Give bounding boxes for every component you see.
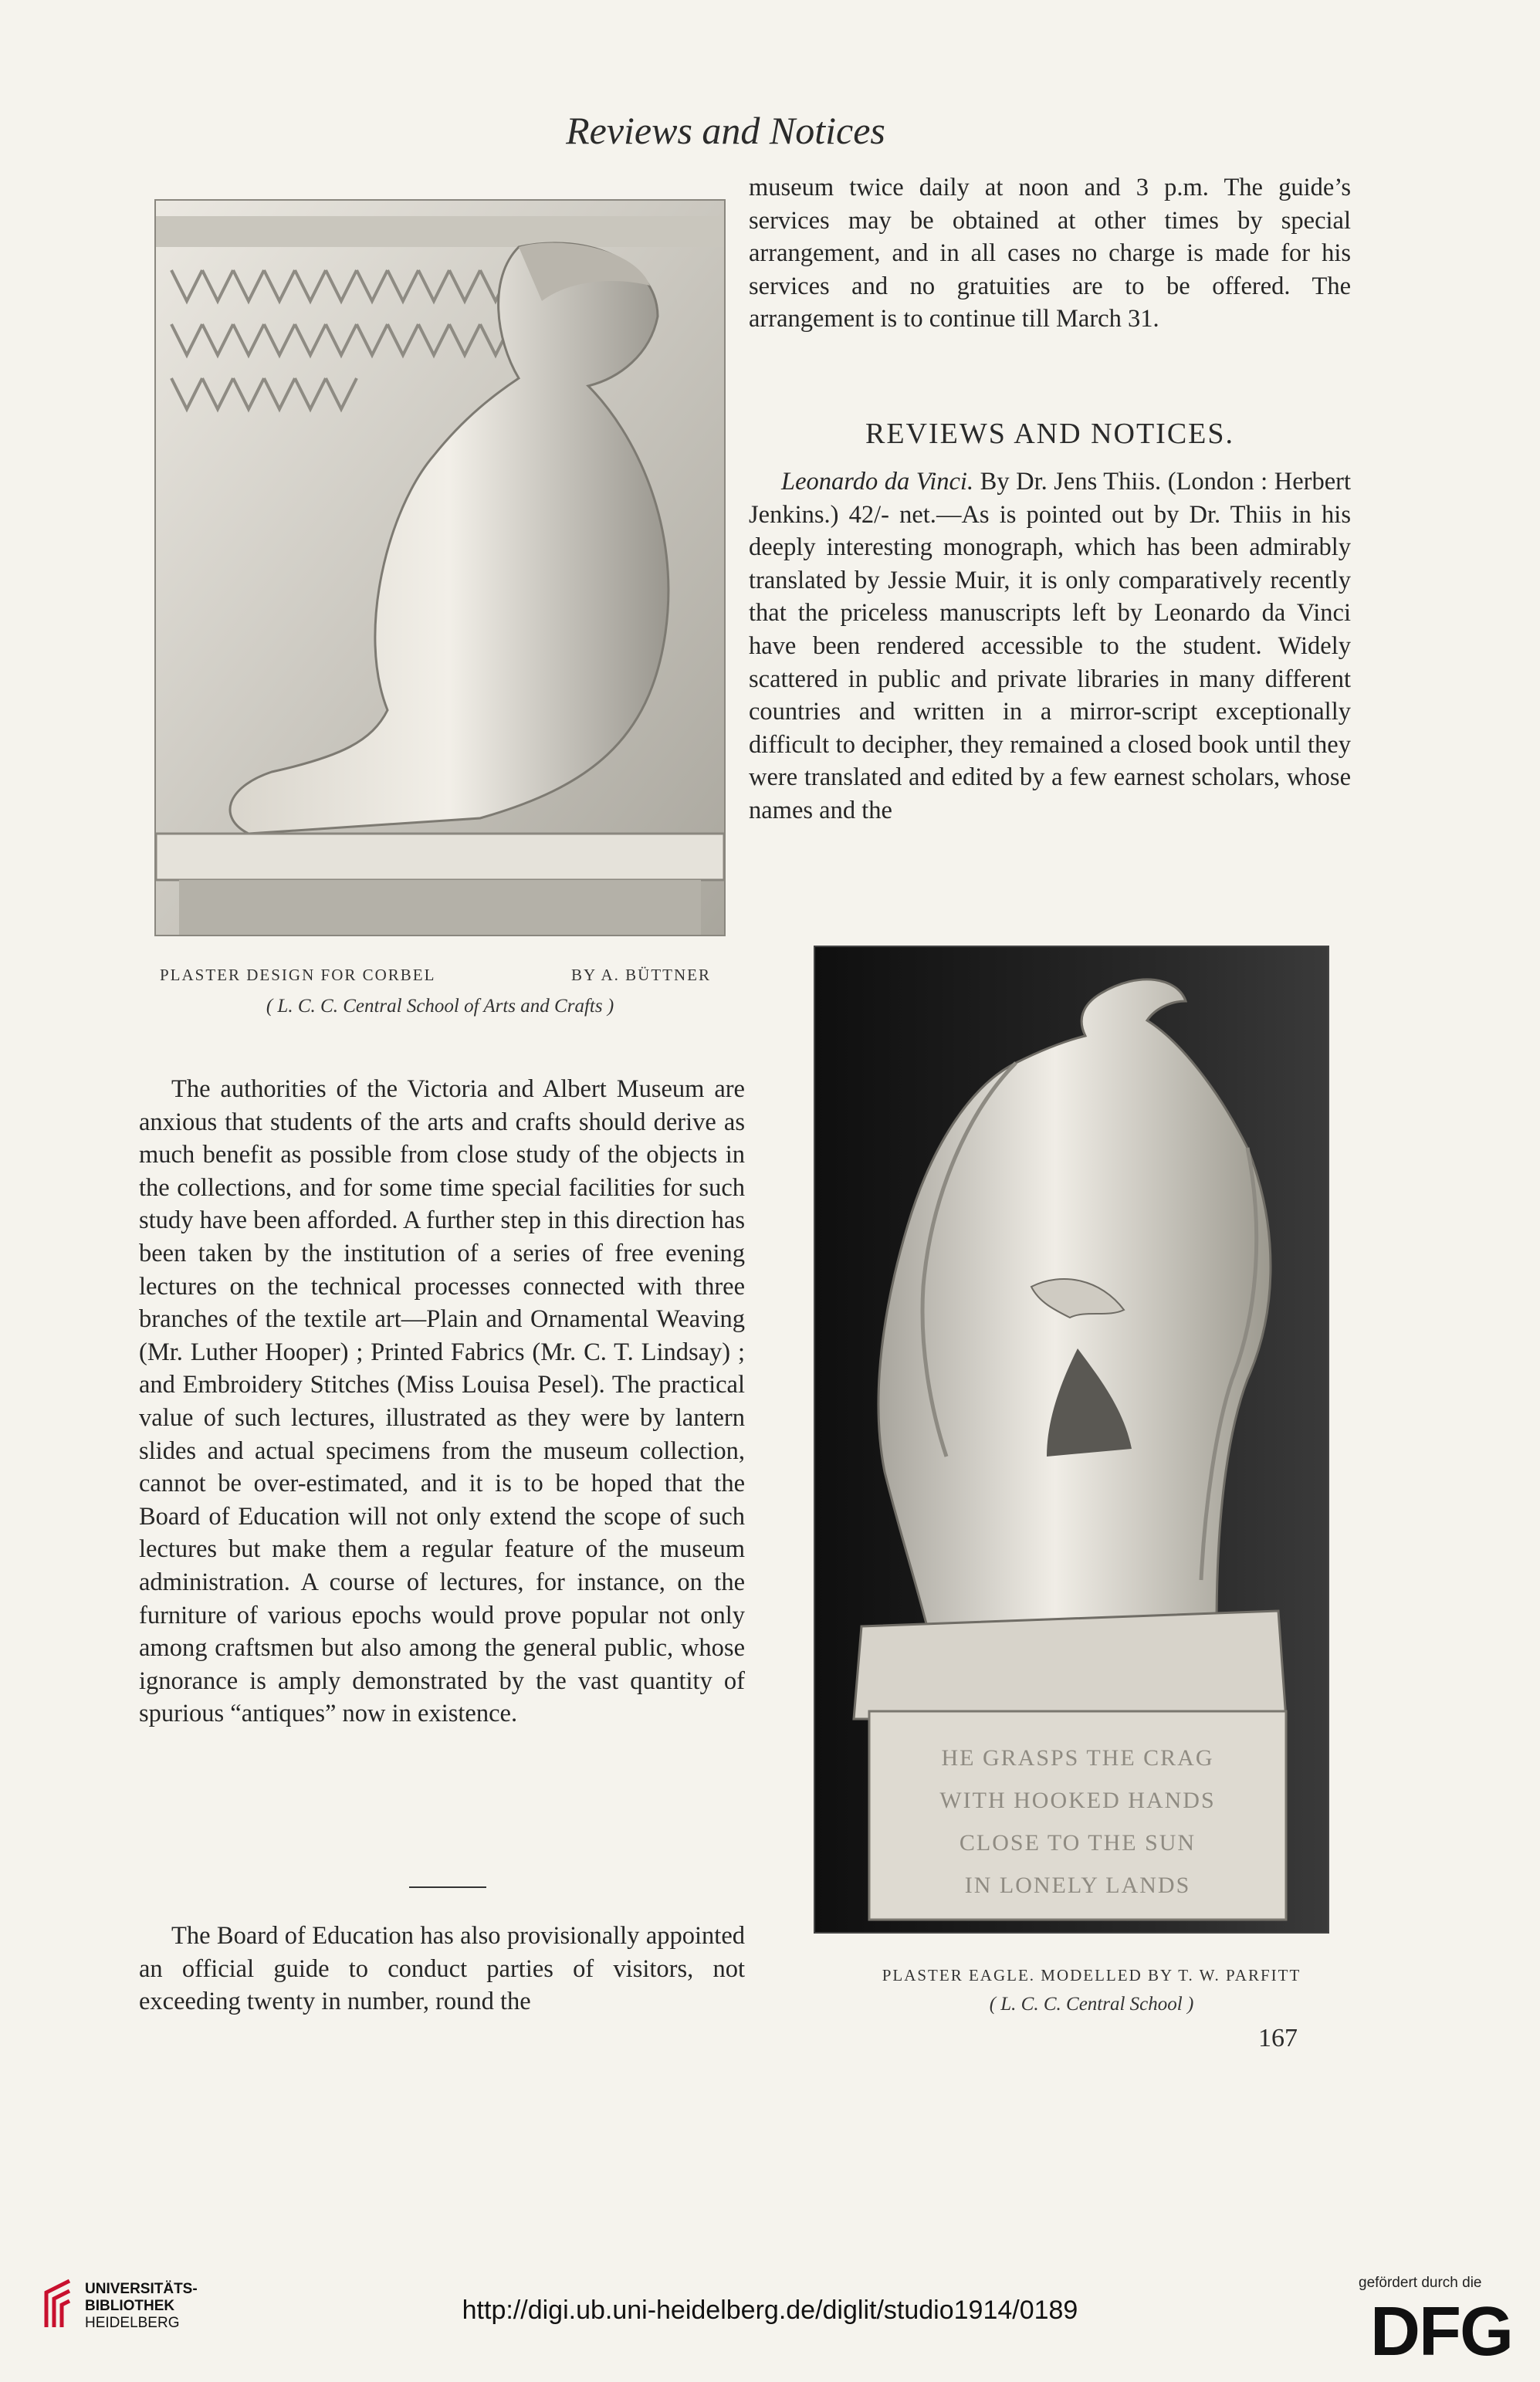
- funding-note: gefördert durch die: [1359, 2275, 1482, 2291]
- left-column: [139, 1073, 745, 1731]
- section-heading: REVIEWS AND NOTICES.: [865, 418, 1235, 450]
- review-body: —As is pointed out by Dr. Thiis in his deeply interesting monograph, which has been admirably translated by Jessie Muir, it is only comparatively recently that the priceless manuscripts left by Leonardo da Vinci have been rendered accessible to the student. Widely scattered in public and private libraries in many different countries and written in a mirror-script exceptionally difficult to decipher, they remained a closed book until they were translated and edited by a few earnest scholars, whose names and the: [749, 500, 1351, 824]
- library-line-2: BIBLIOTHEK: [85, 2298, 175, 2314]
- corbel-sculpture-illustration: [156, 201, 724, 935]
- review-author-line: By Dr. Jens Thiis. (London : Herbert Jenkins.) 42/- net.: [749, 468, 1351, 529]
- corbel-photo: [154, 199, 726, 936]
- library-line-1: UNIVERSITÄTS-: [85, 2281, 198, 2297]
- permalink-url[interactable]: http://digi.ub.uni-heidelberg.de/diglit/studio1914/0189: [462, 2296, 1078, 2325]
- review-title: Leonardo da Vinci.: [781, 468, 974, 496]
- eagle-caption: PLASTER EAGLE. MODELLED BY T. W. PARFITT: [882, 1966, 1301, 1984]
- corbel-caption-left: PLASTER DESIGN FOR CORBEL: [160, 966, 436, 984]
- corbel-caption-right: BY A. BÜTTNER: [571, 966, 711, 984]
- library-line-3: HEIDELBERG: [85, 2315, 180, 2331]
- eagle-inscription-line-2: WITH HOOKED HANDS: [939, 1788, 1216, 1813]
- section-divider: [409, 1886, 486, 1888]
- eagle-sculpture-illustration: [815, 947, 1328, 1932]
- running-head: Reviews and Notices: [566, 109, 885, 152]
- left-paragraph-2: The Board of Education has also provisionally appointed an official guide to conduct parties of visitors, not exceeding twenty in number, round the: [139, 1922, 745, 2016]
- eagle-photo: [814, 946, 1329, 1934]
- eagle-inscription-line-4: IN LONELY LANDS: [964, 1873, 1191, 1898]
- eagle-caption-sub: ( L. C. C. Central School ): [989, 1994, 1194, 2015]
- dfg-logo: DFG: [1370, 2293, 1512, 2370]
- right-column-top: [749, 171, 1351, 336]
- page-number: 167: [1258, 2024, 1298, 2052]
- left-column-bottom: [139, 1920, 745, 2018]
- eagle-inscription-line-1: HE GRASPS THE CRAG: [941, 1745, 1214, 1771]
- review-block: [749, 465, 1351, 827]
- right-column-paragraph: museum twice daily at noon and 3 p.m. The guide’s services may be obtained at other times by special arrangement, and in all cases no charge is made for his services and no gratuities are to be offered. The arrangement is to continue till March 31.: [749, 174, 1351, 333]
- eagle-inscription-line-3: CLOSE TO THE SUN: [959, 1830, 1196, 1856]
- left-paragraph-1: The authorities of the Victoria and Albert Museum are anxious that students of the arts and crafts should derive as much benefit as possible from close study of the objects in the collections, and for some time special facilities for such study have been afforded. A further step in this direction has been taken by the institution of a series of free evening lectures on the technical processes connected with three branches of the textile art—Plain and Ornamental Weaving (Mr. Luther Hooper) ; Printed Fabrics (Mr. C. T. Lindsay) ; and Embroidery Stitches (Miss Louisa Pesel). The practical value of such lectures, illustrated as they were by lantern slides and actual specimens from the museum collection, cannot be over-estimated, and it is to be hoped that the Board of Education will not only extend the scope of such lectures but make them a regular feature of the museum administration. A course of lectures, for instance, on the furniture of various epochs would prove popular not only among craftsmen but also among the general public, whose ignorance is amply demonstrated by the vast quantity of spurious “antiques” now in existence.: [139, 1075, 745, 1728]
- corbel-caption-sub: ( L. C. C. Central School of Arts and Crafts ): [266, 996, 614, 1017]
